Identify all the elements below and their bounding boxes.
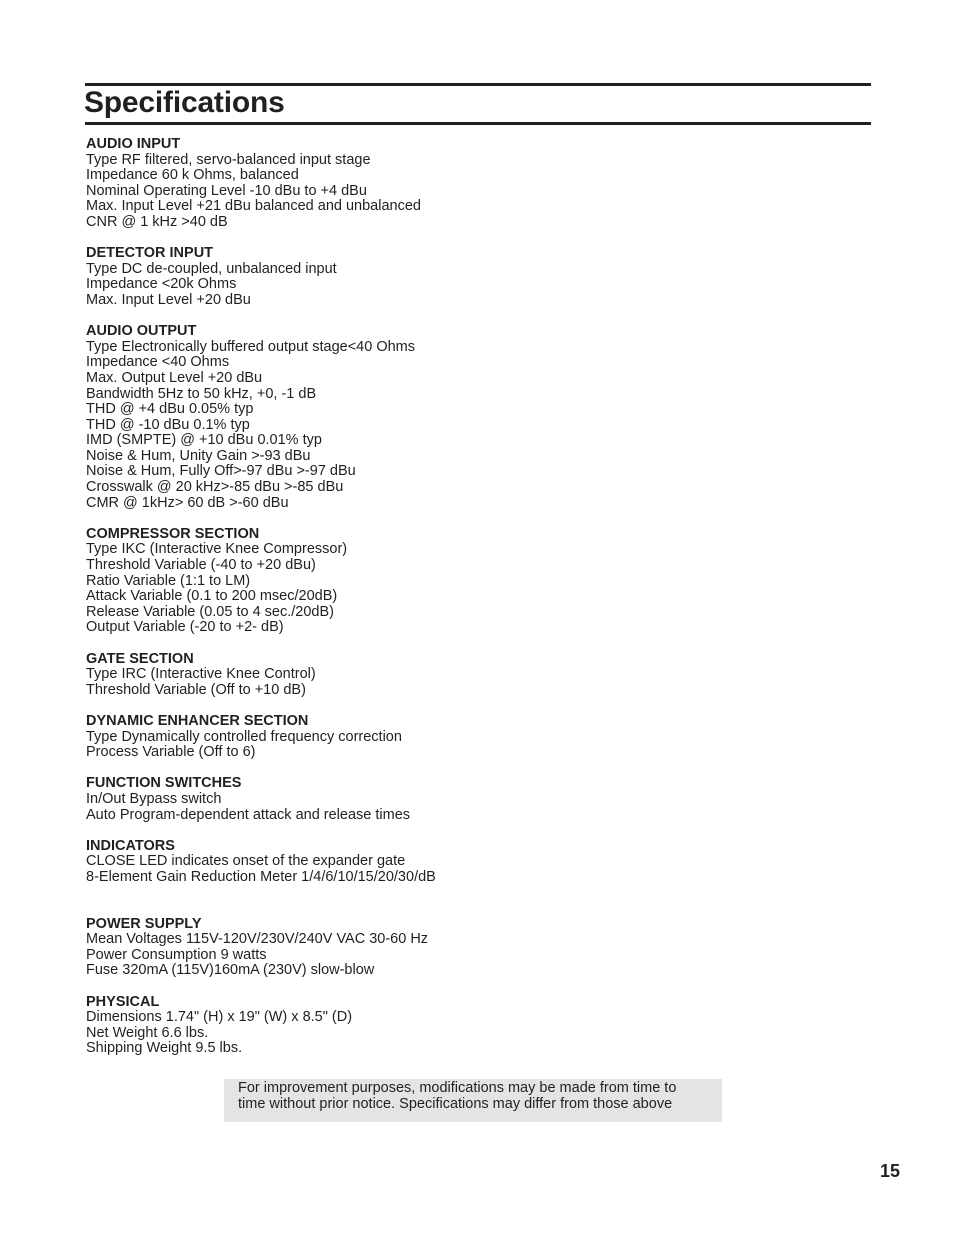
spec-line: Threshold Variable (Off to +10 dB) — [86, 681, 306, 698]
section-spacer — [86, 309, 786, 325]
spec-line: Impedance 60 k Ohms, balanced — [86, 167, 299, 184]
section-heading: DYNAMIC ENHANCER SECTION — [86, 712, 309, 729]
spec-section-indicators — [86, 839, 786, 886]
section-spacer — [86, 636, 786, 652]
spec-line: Type RF filtered, servo-balanced input stage — [86, 151, 371, 168]
spec-section-dynamic-enhancer — [86, 714, 786, 761]
section-spacer — [86, 761, 786, 777]
section-heading: AUDIO OUTPUT — [86, 323, 197, 340]
spec-line: Fuse 320mA (115V)160mA (230V) slow-blow — [86, 962, 375, 979]
spec-line: Power Consumption 9 watts — [86, 946, 267, 963]
spec-line: Type IKC (Interactive Knee Compressor) — [86, 541, 348, 558]
spec-line: Impedance <20k Ohms — [86, 276, 237, 293]
spec-line: Net Weight 6.6 lbs. — [86, 1024, 209, 1041]
spec-line: Attack Variable (0.1 to 200 msec/20dB) — [86, 588, 338, 605]
spec-line: Max. Output Level +20 dBu — [86, 369, 263, 386]
spec-section-compressor — [86, 527, 786, 636]
spec-section-detector-input — [86, 246, 786, 308]
spec-section-audio-output — [86, 324, 786, 511]
spec-line: Crosswalk @ 20 kHz>-85 dBu >-85 dBu — [86, 479, 344, 496]
section-spacer — [86, 979, 786, 995]
section-spacer — [86, 511, 786, 527]
section-spacer — [86, 823, 786, 839]
spec-section-physical — [86, 995, 786, 1057]
section-heading: GATE SECTION — [86, 650, 194, 667]
spec-line: Ratio Variable (1:1 to LM) — [86, 572, 251, 589]
spec-line: Type Dynamically controlled frequency correction — [86, 728, 402, 745]
page-number: 15 — [880, 1161, 901, 1181]
section-spacer — [86, 231, 786, 247]
spec-line: Mean Voltages 115V-120V/230V/240V VAC 30-60 Hz — [86, 931, 429, 948]
spec-line: Type Electronically buffered output stage<40 Ohms — [86, 338, 415, 355]
section-heading: POWER SUPPLY — [86, 915, 202, 932]
notice-line: For improvement purposes, modifications may be made from time to — [238, 1080, 677, 1096]
spec-line: Nominal Operating Level -10 dBu to +4 dBu — [86, 182, 367, 199]
section-heading: FUNCTION SWITCHES — [86, 775, 242, 792]
spec-line: Bandwidth 5Hz to 50 kHz, +0, -1 dB — [86, 385, 317, 402]
spec-line: IMD (SMPTE) @ +10 dBu 0.01% typ — [86, 432, 322, 449]
title-rule-bottom — [85, 122, 871, 125]
spec-line: Auto Program-dependent attack and release times — [86, 806, 411, 823]
spec-line: Type IRC (Interactive Knee Control) — [86, 666, 316, 683]
spec-line: Noise & Hum, Unity Gain >-93 dBu — [86, 447, 311, 464]
spec-line: Max. Input Level +21 dBu balanced and unbalanced — [86, 198, 421, 215]
section-heading: COMPRESSOR SECTION — [86, 525, 260, 542]
spec-line: Shipping Weight 9.5 lbs. — [86, 1040, 243, 1057]
spec-line: Dimensions 1.74" (H) x 19" (W) x 8.5" (D) — [86, 1009, 353, 1026]
spec-section-function-switches — [86, 776, 786, 823]
spec-section-power-supply — [86, 917, 786, 979]
spec-line: THD @ -10 dBu 0.1% typ — [86, 416, 250, 433]
section-heading: AUDIO INPUT — [86, 136, 181, 152]
spec-line: In/Out Bypass switch — [86, 790, 222, 807]
spec-line: Threshold Variable (-40 to +20 dBu) — [86, 557, 316, 574]
spec-section-audio-input — [86, 137, 786, 231]
section-heading: INDICATORS — [86, 837, 175, 854]
spec-line: THD @ +4 dBu 0.05% typ — [86, 401, 254, 418]
notice-box — [224, 1079, 722, 1122]
spec-line: Type DC de-coupled, unbalanced input — [86, 260, 337, 277]
notice-line: time without prior notice. Specifications may differ from those above — [238, 1095, 673, 1112]
spec-line: CLOSE LED indicates onset of the expander gate — [86, 853, 406, 870]
spec-line: CMR @ 1kHz> 60 dB >-60 dBu — [86, 494, 289, 511]
spec-line: CNR @ 1 kHz >40 dB — [86, 213, 228, 230]
spec-line: Impedance <40 Ohms — [86, 354, 230, 371]
spec-line: 8-Element Gain Reduction Meter 1/4/6/10/15/20/30/dB — [86, 868, 436, 885]
section-spacer — [86, 698, 786, 714]
section-heading: DETECTOR INPUT — [86, 245, 214, 262]
section-spacer — [86, 886, 786, 917]
spec-line: Max. Input Level +20 dBu — [86, 291, 251, 308]
spec-line: Process Variable (Off to 6) — [86, 744, 256, 761]
spec-line: Release Variable (0.05 to 4 sec./20dB) — [86, 603, 334, 620]
page-title: Specifications — [84, 86, 285, 119]
spec-line: Output Variable (-20 to +2- dB) — [86, 619, 284, 636]
spec-line: Noise & Hum, Fully Off>-97 dBu >-97 dBu — [86, 463, 356, 480]
section-heading: PHYSICAL — [86, 993, 160, 1010]
specifications-list — [86, 137, 786, 1057]
spec-section-gate — [86, 652, 786, 699]
